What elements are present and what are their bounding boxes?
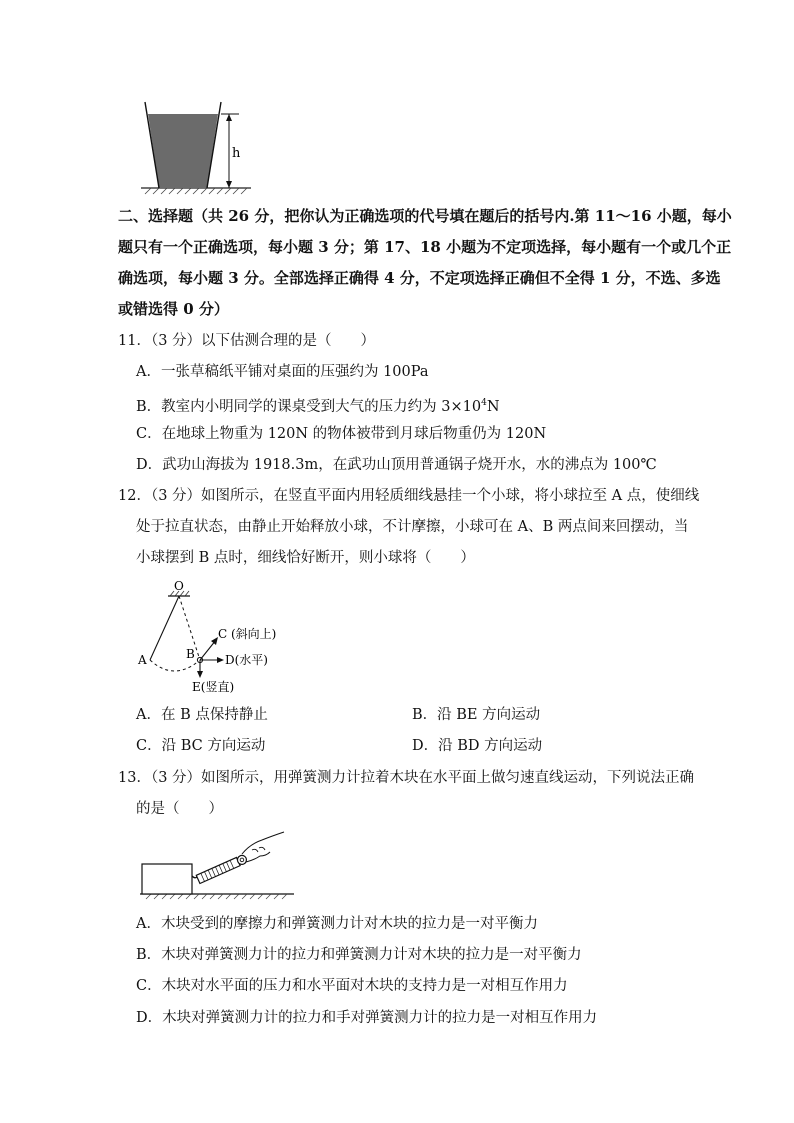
q12-option-b: B．沿 BE 方向运动 xyxy=(412,707,541,723)
q13-option-d: D．木块对弹簧测力计的拉力和手对弹簧测力计的拉力是一对相互作用力 xyxy=(136,1010,598,1026)
label-b: B xyxy=(186,647,195,661)
spring-scale-figure xyxy=(138,826,298,902)
label-c: C (斜向上) xyxy=(218,627,277,641)
label-d: D(水平) xyxy=(225,653,268,667)
q12-option-d: D．沿 BD 方向运动 xyxy=(412,738,543,754)
q11-option-d: D．武功山海拔为 1918.3m，在武功山顶用普通锅子烧开水，水的沸点为 100℃ xyxy=(136,457,657,473)
q12-option-c: C．沿 BC 方向运动 xyxy=(136,738,266,754)
q11-option-c: C．在地球上物重为 120N 的物体被带到月球后物重仍为 120N xyxy=(136,426,547,442)
section2-line2: 题只有一个正确选项，每小题 3 分；第 17、18 小题为不定项选择，每小题有一个或几个正 xyxy=(118,238,732,256)
section2-line3: 确选项，每小题 3 分。全部选择正确得 4 分，不定项选择正确但不全得 1 分，不选、多选 xyxy=(118,269,721,287)
q13-option-a: A．木块受到的摩擦力和弹簧测力计对木块的拉力是一对平衡力 xyxy=(136,916,538,932)
h-label: h xyxy=(232,146,241,161)
label-e: E(竖直) xyxy=(192,680,235,694)
q13-line2: 的是（ ） xyxy=(136,801,223,817)
q13-line1: 13．（3 分）如图所示，用弹簧测力计拉着木块在水平面上做匀速直线运动，下列说法正确 xyxy=(118,770,695,786)
q11-exponent: 4 xyxy=(481,398,487,408)
section2-line4: 或错选得 0 分） xyxy=(118,300,229,318)
q12-line3: 小球摆到 B 点时，细线恰好断开，则小球将（ ） xyxy=(136,550,475,566)
q12-line1: 12．（3 分）如图所示，在竖直平面内用轻质细线悬挂一个小球，将小球拉至 A 点，使细线 xyxy=(118,488,700,504)
pendulum-figure xyxy=(134,578,294,700)
q12-line2: 处于拉直状态，由静止开始释放小球，不计摩擦，小球可在 A、B 两点间来回摆动，当 xyxy=(136,519,689,535)
section2-line1: 二、选择题（共 26 分，把你认为正确选项的代号填在题后的括号内.第 11～16 小题，每小 xyxy=(118,207,732,225)
q13-option-c: C．木块对水平面的压力和水平面对木块的支持力是一对相互作用力 xyxy=(136,978,568,994)
q11-stem: 11．（3 分）以下估测合理的是（ ） xyxy=(118,333,376,349)
container-figure xyxy=(135,100,255,196)
label-a: A xyxy=(138,653,147,667)
label-o: O xyxy=(174,579,184,593)
q13-option-b: B．木块对弹簧测力计的拉力和弹簧测力计对木块的拉力是一对平衡力 xyxy=(136,947,582,963)
q11-option-a: A．一张草稿纸平铺对桌面的压强约为 100Pa xyxy=(136,364,429,380)
q12-option-a: A．在 B 点保持静止 xyxy=(136,707,268,723)
q11-option-b: B．教室内小明同学的课桌受到大气的压力约为 $3\times 10^4N$ xyxy=(136,398,500,415)
